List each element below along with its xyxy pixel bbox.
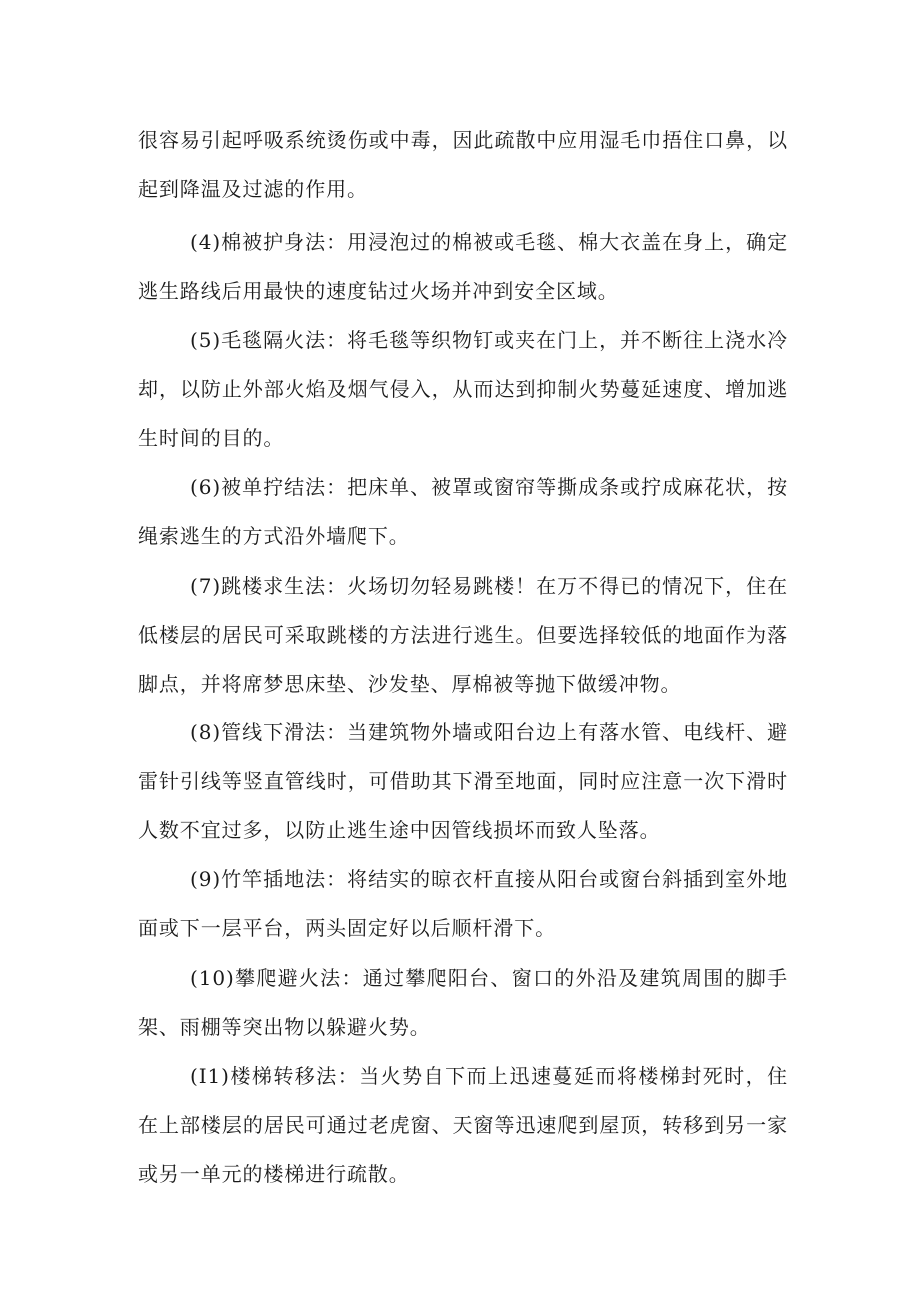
paragraph-item-9: (9)竹竿插地法：将结实的晾衣杆直接从阳台或窗台斜插到室外地面或下一层平台，两头固定好以后顺杆滑下。 (138, 867, 788, 940)
paragraph-item-11: (I1)楼梯转移法：当火势自下而上迅速蔓延而将楼梯封死时，住在上部楼层的居民可通过老虎窗、天窗等迅速爬到屋顶，转移到另一家或另一单元的楼梯进行疏散。 (138, 1064, 788, 1186)
paragraph-item-5: (5)毛毯隔火法：将毛毯等织物钉或夹在门上，并不断往上浇水冷却，以防止外部火焰及烟气侵入，从而达到抑制火势蔓延速度、增加逃生时间的目的。 (138, 328, 788, 450)
paragraph-item-6: (6)被单拧结法：把床单、被罩或窗帘等撕成条或拧成麻花状，按绳索逃生的方式沿外墙爬下。 (138, 475, 788, 548)
paragraph-continuation: 很容易引起呼吸系统烫伤或中毒，因此疏散中应用湿毛巾捂住口鼻，以起到降温及过滤的作用。 (138, 128, 788, 201)
paragraph-item-4: (4)棉被护身法：用浸泡过的棉被或毛毯、棉大衣盖在身上，确定逃生路线后用最快的速度钻过火场并冲到安全区域。 (138, 230, 788, 303)
paragraph-item-8: (8)管线下滑法：当建筑物外墙或阳台边上有落水管、电线杆、避雷针引线等竖直管线时，可借助其下滑至地面，同时应注意一次下滑时人数不宜过多，以防止逃生途中因管线损坏而致人坠落。 (138, 720, 788, 842)
paragraph-item-7: (7)跳楼求生法：火场切勿轻易跳楼！在万不得已的情况下，住在低楼层的居民可采取跳楼的方法进行逃生。但要选择较低的地面作为落脚点，并将席梦思床垫、沙发垫、厚棉被等抛下做缓冲物。 (138, 574, 788, 696)
paragraph-item-10: (10)攀爬避火法：通过攀爬阳台、窗口的外沿及建筑周围的脚手架、雨棚等突出物以躲避火势。 (138, 966, 788, 1039)
